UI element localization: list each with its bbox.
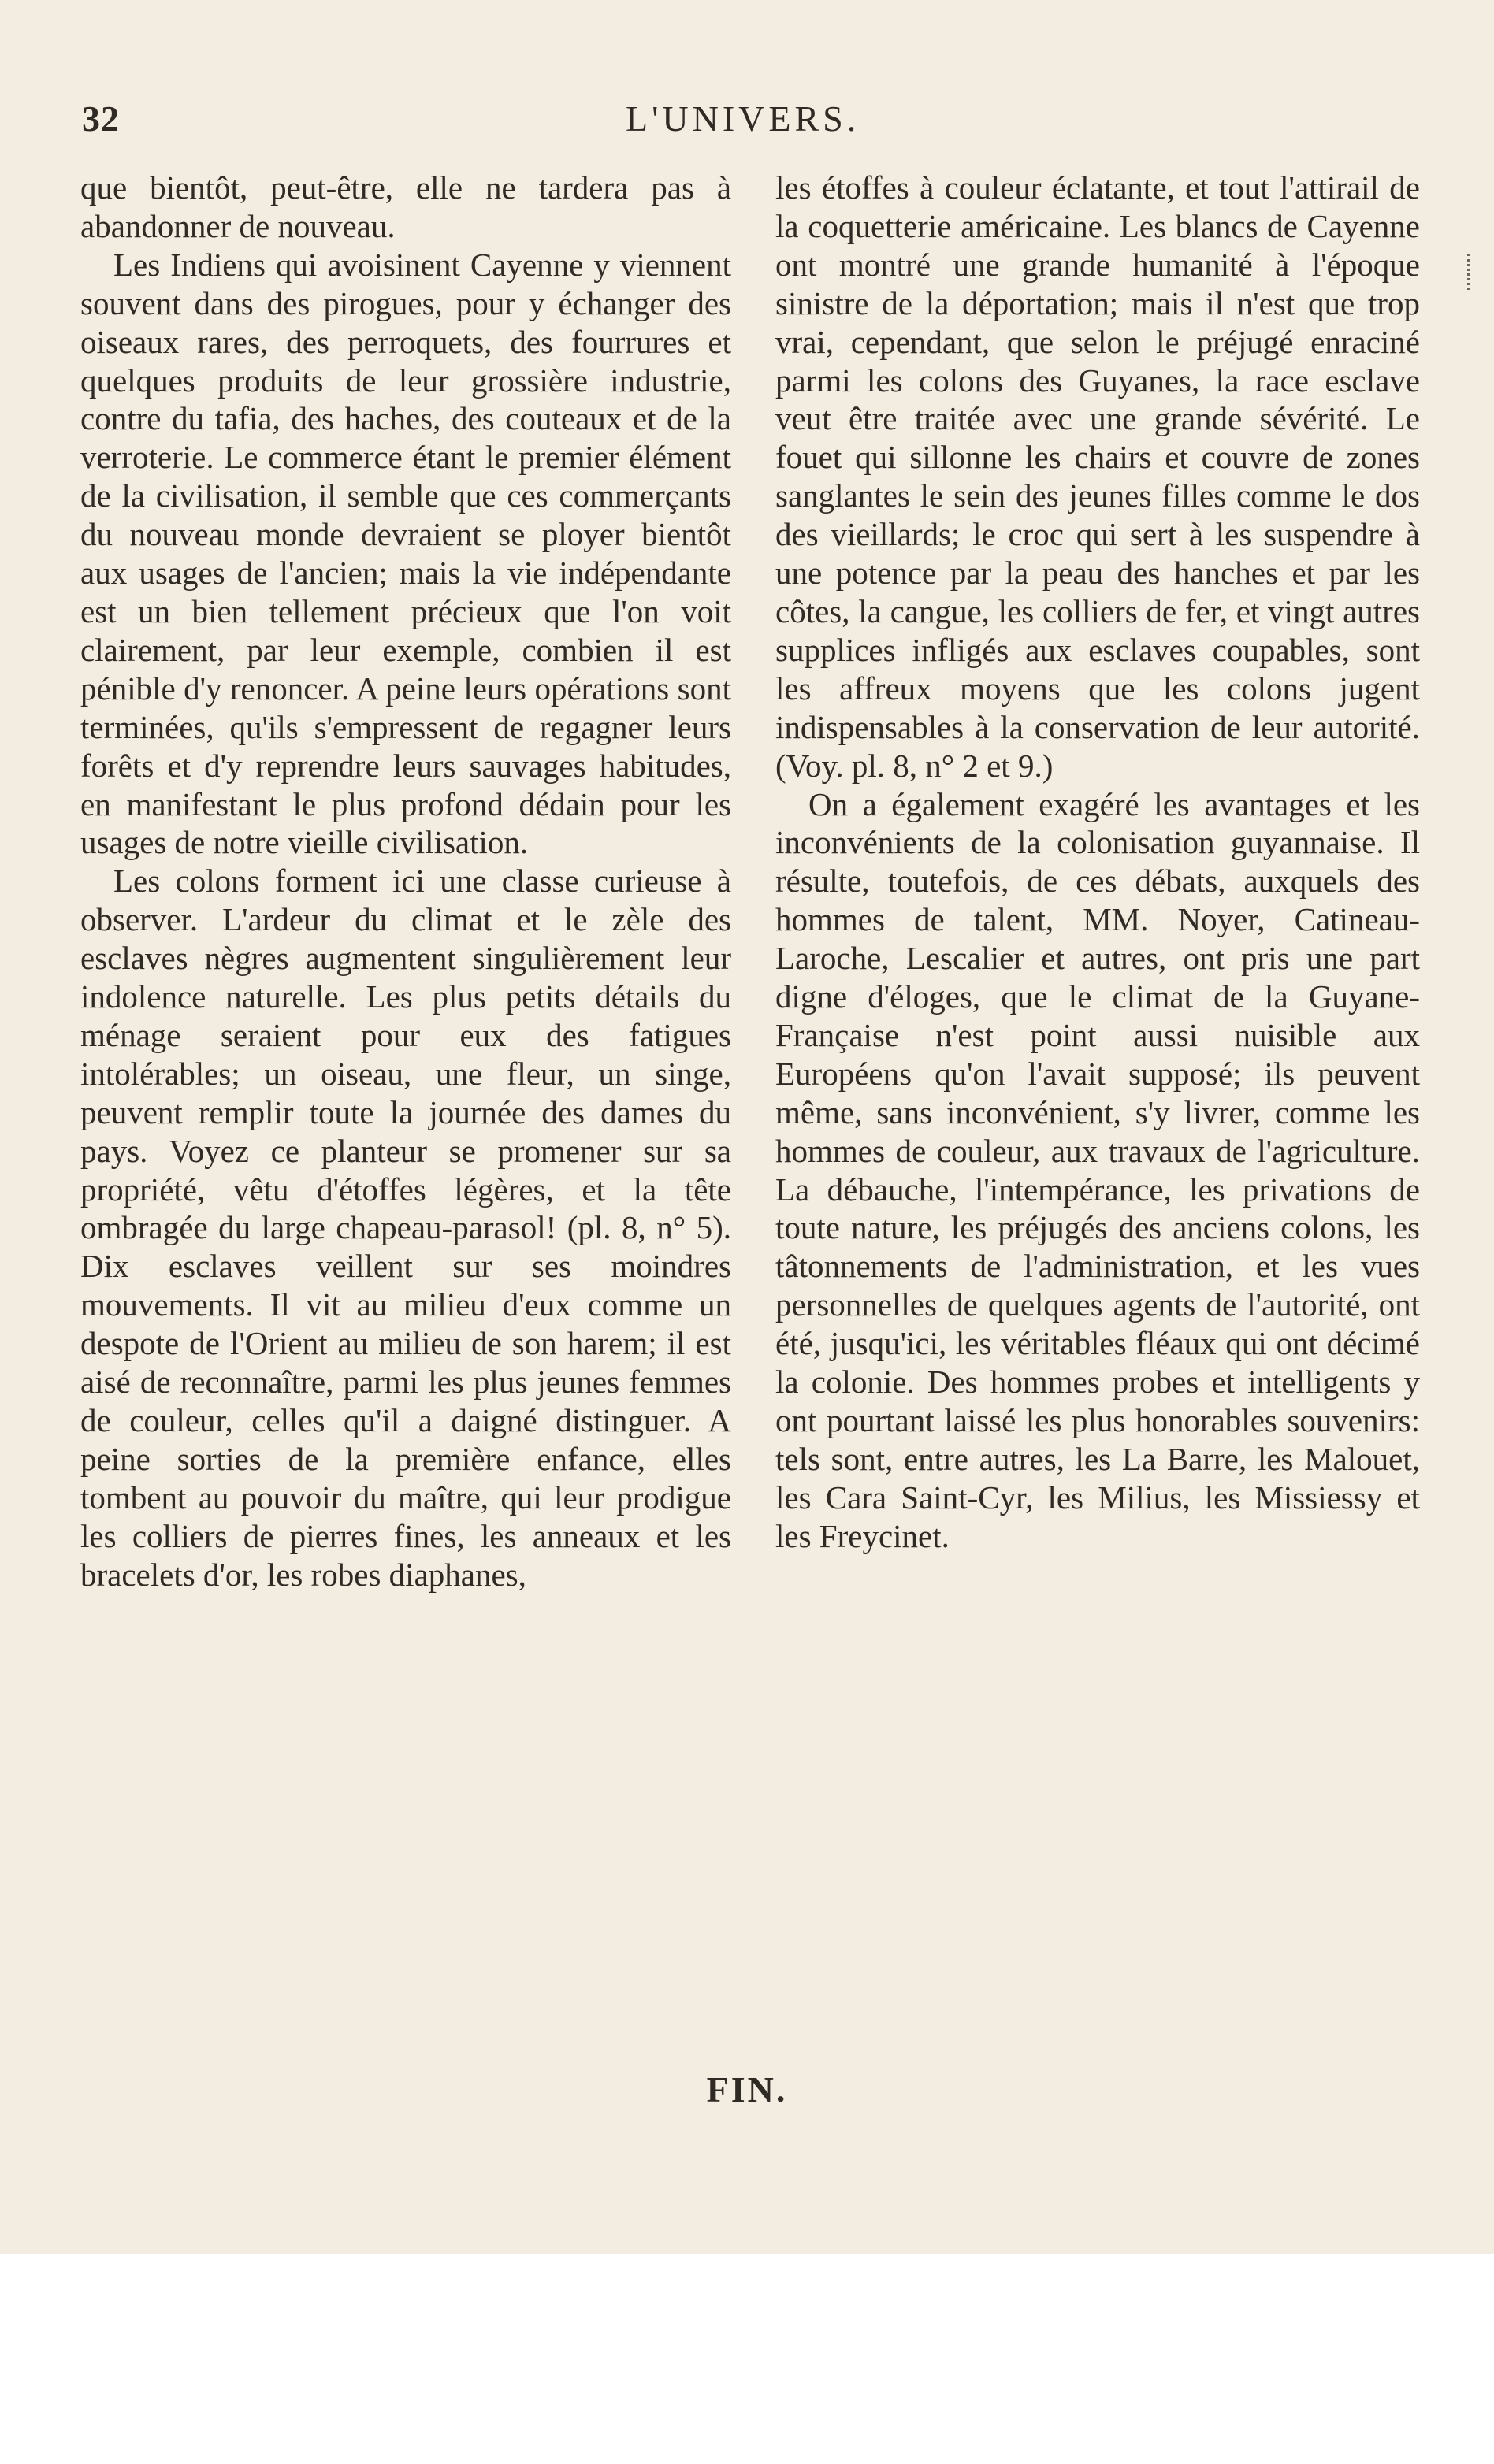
paragraph: Les Indiens qui avoisinent Cayenne y viennent souvent dans des pirogues, pour y échanger des oiseaux rares, des perroquets, des fourrures et quelques produits de leur grossière industrie, contre du tafia, des haches, des couteaux et de la verroterie. Le commerce étant le premier élément de la civilisation, il semble que ces commerçants du nouveau monde devraient se ployer bientôt aux usages de l'ancien; mais la vie indépendante est un bien tellement précieux que l'on voit clairement, par leur exemple, combien il est pénible d'y renoncer. A peine leurs opérations sont terminées, qu'ils s'empressent de regagner leurs forêts et d'y reprendre leurs sauvages habitudes, en manifestant le plus profond dédain pour les usages de notre vieille civilisation. [80, 246, 731, 861]
right-column [775, 169, 1420, 1556]
paragraph: les étoffes à couleur éclatante, et tout l'attirail de la coquetterie américaine. Les blancs de Cayenne ont montré une grande humanité à l'époque sinistre de la déportation; mais il n'est que trop vrai, cependant, que selon le préjugé enraciné parmi les colons des Guyanes, la race esclave veut être traitée avec une grande sévérité. Le fouet qui sillonne les chairs et couvre de zones sanglantes le sein des jeunes filles comme le dos des vieillards; le croc qui sert à les suspendre à une potence par la peau des hanches et par les côtes, la cangue, les colliers de fer, et vingt autres supplices infligés aux esclaves coupables, sont les affreux moyens que les colons jugent indispensables à la conservation de leur autorité. (Voy. pl. 8, n° 2 et 9.) [775, 169, 1420, 784]
page-number: 32 [82, 98, 120, 139]
paragraph: On a également exagéré les avantages et les inconvénients de la colonisation guyannaise. Il résulte, toutefois, de ces débats, auxquels des hommes de talent, MM. Noyer, Catineau-Laroche, Lescalier et autres, ont pris une part digne d'éloges, que le climat de la Guyane-Française n'est point aussi nuisible aux Européens qu'on l'avait supposé; ils peuvent même, sans inconvénient, s'y livrer, comme les hommes de couleur, aux travaux de l'agriculture. La débauche, l'intempérance, les privations de toute nature, les préjugés des anciens colons, les tâtonnements de l'administration, et les vues personnelles de quelques agents de l'autorité, ont été, jusqu'ici, les véritables fléaux qui ont décimé la colonie. Des hommes probes et intelligents y ont pourtant laissé les plus honorables souvenirs: tels sont, entre autres, les La Barre, les Malouet, les Cara Saint-Cyr, les Milius, les Missiessy et les Freycinet. [775, 785, 1420, 1554]
paragraph: Les colons forment ici une classe curieuse à observer. L'ardeur du climat et le zèle des esclaves nègres augmentent singulièrement leur indolence naturelle. Les plus petits détails du ménage seraient pour eux des fatigues intolérables; un oiseau, une fleur, un singe, peuvent remplir toute la journée des dames du pays. Voyez ce planteur se promener sur sa propriété, vêtu d'étoffes légères, et la tête ombragée du large chapeau-parasol! (pl. 8, n° 5). Dix esclaves veillent sur ses moindres mouvements. Il vit au milieu d'eux comme un despote de l'Orient au milieu de son harem; il est aisé de reconnaître, parmi les plus jeunes femmes de couleur, celles qu'il a daigné distinguer. A peine sorties de la première enfance, elles tombent au pouvoir du maître, qui leur prodigue les colliers de pierres fines, les anneaux et les bracelets d'or, les robes diaphanes, [80, 863, 731, 1593]
running-title: L'UNIVERS. [626, 98, 860, 139]
margin-mark [1467, 254, 1474, 290]
paragraph: que bientôt, peut-être, elle ne tardera pas à abandonner de nouveau. [80, 169, 731, 244]
page-header [82, 98, 1422, 145]
left-column [80, 169, 731, 1594]
end-mark: FIN. [706, 2069, 788, 2110]
